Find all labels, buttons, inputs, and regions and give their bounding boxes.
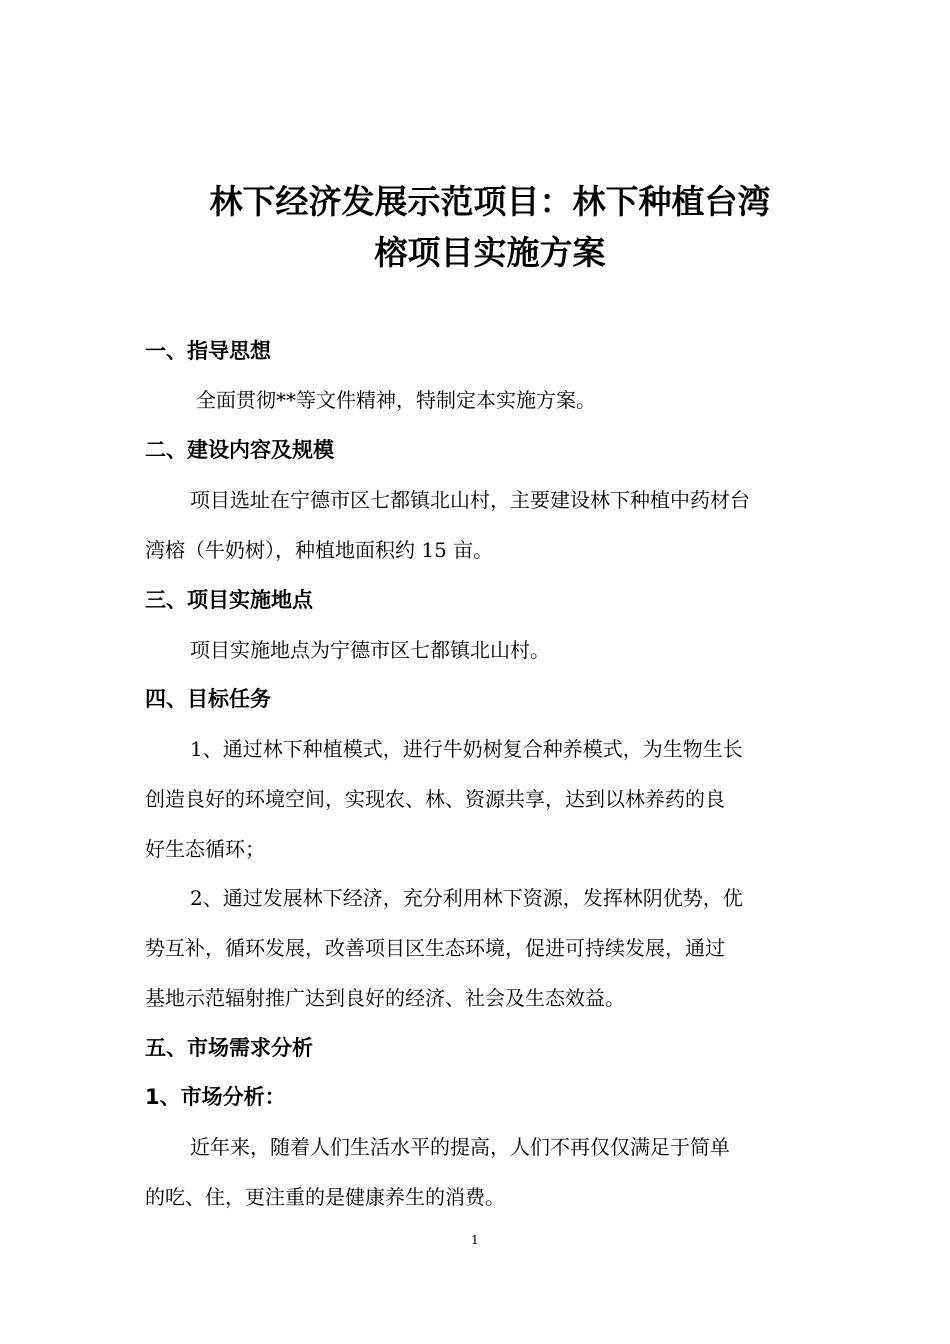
section-heading-construction-content: 二、建设内容及规模 [145, 438, 334, 462]
section-heading-project-location: 三、项目实施地点 [145, 588, 313, 612]
paragraph-objective-2-line-1: 2、通过发展林下经济，充分利用林下资源，发挥林阴优势，优 [190, 886, 743, 910]
section-heading-guiding-ideology: 一、指导思想 [145, 339, 271, 363]
paragraph-guiding-ideology: 全面贯彻**等文件精神，特制定本实施方案。 [196, 388, 596, 412]
paragraph-construction-line-1: 项目选址在宁德市区七都镇北山村，主要建设林下种植中药材台 [190, 488, 750, 512]
paragraph-objective-1-line-3: 好生态循环； [145, 837, 265, 861]
paragraph-market-analysis-line-2: 的吃、住，更注重的是健康养生的消费。 [145, 1185, 505, 1209]
page-number: 1 [471, 1233, 479, 1247]
section-heading-market-demand: 五、市场需求分析 [145, 1036, 313, 1060]
section-heading-objectives: 四、目标任务 [145, 687, 271, 711]
paragraph-objective-2-line-2: 势互补，循环发展，改善项目区生态环境，促进可持续发展，通过 [145, 936, 725, 960]
paragraph-objective-1-line-1: 1、通过林下种植模式，进行牛奶树复合种养模式，为生物生长 [190, 737, 743, 761]
document-title-line-1: 林下经济发展示范项目：林下种植台湾 [209, 182, 771, 221]
paragraph-construction-line-2: 湾榕（牛奶树），种植地面积约 15 亩。 [145, 538, 494, 562]
paragraph-market-analysis-line-1: 近年来，随着人们生活水平的提高，人们不再仅仅满足于简单 [190, 1135, 730, 1159]
paragraph-objective-1-line-2: 创造良好的环境空间，实现农、林、资源共享，达到以林养药的良 [145, 787, 725, 811]
paragraph-objective-2-line-3: 基地示范辐射推广达到良好的经济、社会及生态效益。 [145, 986, 625, 1010]
document-title-line-2: 榕项目实施方案 [374, 233, 606, 272]
paragraph-project-location: 项目实施地点为宁德市区七都镇北山村。 [190, 638, 550, 662]
subsection-heading-market-analysis: 1、市场分析： [145, 1085, 286, 1109]
